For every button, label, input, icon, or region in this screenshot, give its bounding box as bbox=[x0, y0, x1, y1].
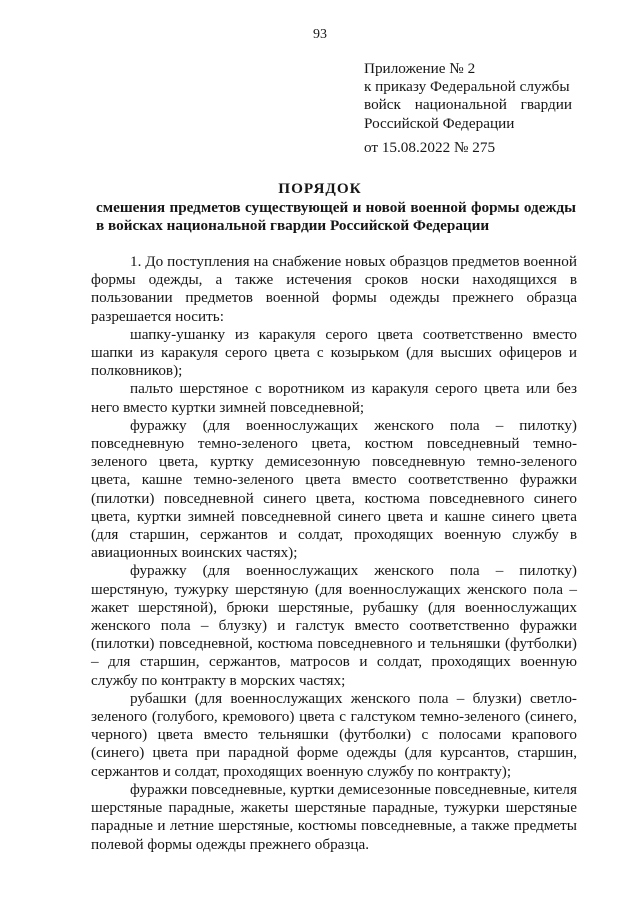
body-paragraph: фуражки повседневные, куртки демисезонные повседневные, кителя шерстяные парадные, жакеты шерстяные парадные, тужурки шерстяные парадные и летние шерстяные, костюмы повседневные, а также предметы полевой формы одежды прежнего образца. bbox=[91, 780, 577, 853]
appendix-number: Приложение № 2 bbox=[364, 60, 476, 77]
page-number: 93 bbox=[313, 27, 327, 42]
subtitle-line-1: смешения предметов существующей и новой военной формы одежды bbox=[96, 199, 576, 216]
body-paragraph: фуражку (для военнослужащих женского пола – пилотку) шерстяную, тужурку шерстяную (для военнослужащих женского пола – жакет шерстяной), брюки шерстяные, рубашку (для военнослужащих женского пола – блузку) и галстук вместо соответственно фуражки (пилотки) повседневной, костюма повседневного и тельняшки (футболки) – для старшин, сержантов, матросов и солдат, проходящих военную службу по контракту в морских частях; bbox=[91, 562, 577, 689]
body-paragraph: 1. До поступления на снабжение новых образцов предметов военной формы одежды, а также истечения сроков носки находящихся в пользовании предметов военной формы одежды прежнего образца разрешается носить: bbox=[91, 253, 577, 325]
subtitle-line-2: в войсках национальной гвардии Российской Федерации bbox=[96, 217, 490, 235]
appendix-order-date: от 15.08.2022 № 275 bbox=[364, 138, 496, 156]
appendix-order-reference: к приказу Федеральной службы bbox=[364, 78, 570, 96]
body-paragraph: пальто шерстяное с воротником из каракуля серого цвета или без него вместо куртки зимней повседневной; bbox=[91, 380, 577, 416]
body-paragraph: фуражку (для военнослужащих женского пола – пилотку) повседневную темно-зеленого цвета, костюм повседневный темно-зеленого цвета, куртку демисезонную повседневную темно-зеленого цвета, кашне темно-зеленого цвета вместо соответственно фуражки (пилотки) повседневной синего цвета, костюма повседневного синего цвета, куртки зимней повседневной синего цвета и кашне синего цвета (для старшин, сержантов и солдат, проходящих военную службу в авиационных воинских частях); bbox=[91, 416, 577, 562]
body-paragraph: шапку-ушанку из каракуля серого цвета соответственно вместо шапки из каракуля серого цвета с козырьком (для высших офицеров и полковников); bbox=[91, 325, 577, 380]
document-subtitle bbox=[96, 199, 576, 235]
appendix-block bbox=[364, 60, 572, 157]
appendix-agency-line: войск национальной гвардии bbox=[364, 96, 572, 114]
body-paragraph: рубашки (для военнослужащих женского пола – блузки) светло-зеленого (голубого, кремового) цвета с галстуком темно-зеленого (синего, черного) цвета вместо тельняшки (футболки) с полосами крапового (синего) цвета при парадной форме одежды (для курсантов, старшин, сержантов и солдат, проходящих военную службу по контракту); bbox=[91, 689, 577, 780]
appendix-country-line: Российской Федерации bbox=[364, 114, 515, 132]
document-title: ПОРЯДОК bbox=[278, 180, 362, 197]
document-body bbox=[91, 253, 577, 854]
